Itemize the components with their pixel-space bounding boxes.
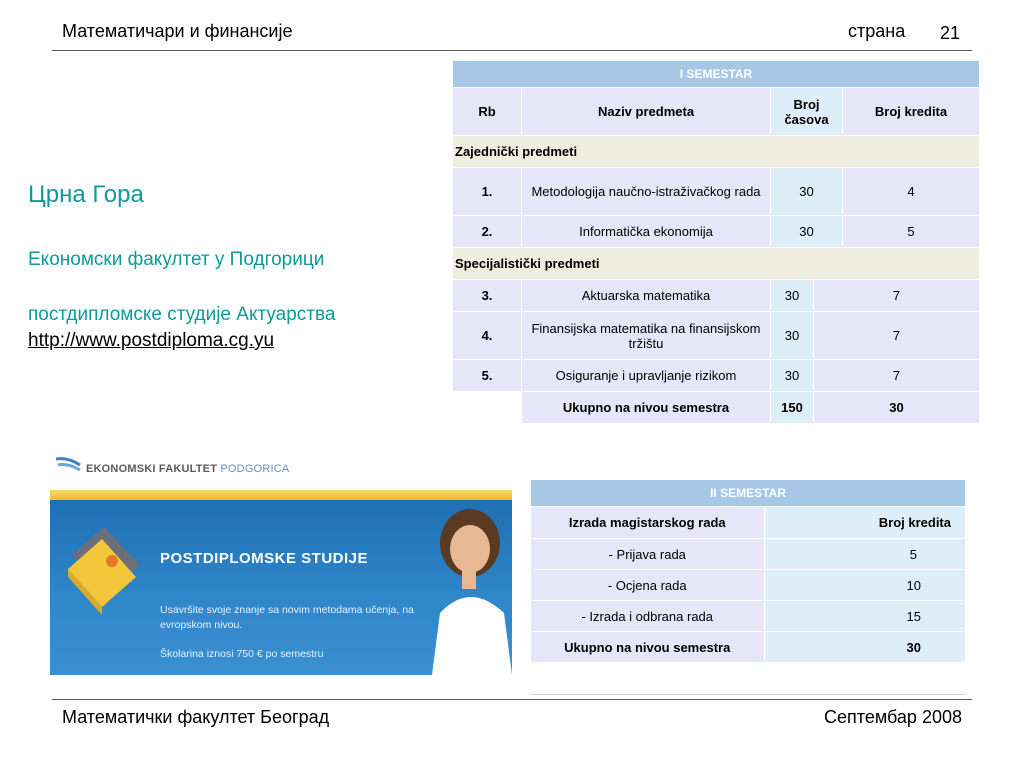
country-heading: Црна Гора <box>28 181 144 208</box>
table-total-row <box>453 392 980 424</box>
studies-name: постдипломске студије Актуарства <box>28 304 336 325</box>
row-hours: 30 <box>771 360 814 392</box>
table-row <box>531 601 966 632</box>
row-rb: 1. <box>453 168 522 216</box>
total-credits: 30 <box>814 392 980 424</box>
s2-credits-header: Broj kredita <box>764 507 966 539</box>
table-row <box>453 216 980 248</box>
col-credits-header: Broj kredita <box>843 88 980 136</box>
header-divider <box>52 50 972 51</box>
group-specialist-subjects: Specijalistički predmeti <box>453 248 980 280</box>
table-row <box>453 280 980 312</box>
row-credits: 5 <box>843 216 980 248</box>
table-total-row <box>531 632 966 663</box>
student-photo-icon <box>422 503 512 675</box>
semester1-title: I SEMESTAR <box>453 61 980 88</box>
total-hours: 150 <box>771 392 814 424</box>
row-hours: 30 <box>771 168 843 216</box>
folder-book-icon <box>64 525 142 623</box>
total-label: Ukupno na nivou semestra <box>522 392 771 424</box>
row-credits: 15 <box>764 601 966 632</box>
row-rb: 2. <box>453 216 522 248</box>
row-hours: 30 <box>771 280 814 312</box>
col-name-header: Naziv predmeta <box>522 88 771 136</box>
semester1-table <box>452 60 980 424</box>
row-hours: 30 <box>771 312 814 360</box>
semester2-title: II SEMESTAR <box>531 480 966 507</box>
row-credits: 7 <box>814 280 980 312</box>
row-rb: 5. <box>453 360 522 392</box>
row-subject: Finansijska matematika na finansijskom tržištu <box>522 312 771 360</box>
total-credits: 30 <box>764 632 966 663</box>
row-subject: Informatička ekonomija <box>522 216 771 248</box>
page-label: страна <box>848 21 906 41</box>
logo-thin-text: PODGORICA <box>220 463 290 475</box>
row-credits: 4 <box>843 168 980 216</box>
footer-institution: Математички факултет Београд <box>62 707 330 727</box>
row-subject: Aktuarska matematika <box>522 280 771 312</box>
s2-name-header: Izrada magistarskog rada <box>531 507 765 539</box>
logo-bold-text: EKONOMSKI FAKULTET <box>86 463 218 475</box>
row-item: - Izrada i odbrana rada <box>531 601 765 632</box>
row-rb: 3. <box>453 280 522 312</box>
faculty-website-link[interactable]: http://www.postdiploma.cg.yu <box>28 330 275 351</box>
banner-yellow-stripe <box>50 490 512 500</box>
page-number: 21 <box>940 23 961 43</box>
table-row <box>453 168 980 216</box>
banner-heading: POSTDIPLOMSKE STUDIJE <box>160 550 369 567</box>
row-item: - Prijava rada <box>531 539 765 570</box>
col-rb-header: Rb <box>453 88 522 136</box>
row-rb: 4. <box>453 312 522 360</box>
row-hours: 30 <box>771 216 843 248</box>
row-item: - Ocjena rada <box>531 570 765 601</box>
table-row <box>531 539 966 570</box>
footer-divider <box>52 699 972 700</box>
row-subject: Metodologija naučno-istraživačkog rada <box>522 168 771 216</box>
col-hours-header: Broj časova <box>771 88 843 136</box>
banner-logo-bar <box>50 453 512 490</box>
row-subject: Osiguranje i upravljanje rizikom <box>522 360 771 392</box>
slide-header-title: Математичари и финансије <box>62 21 293 41</box>
banner-text-2: Školarina iznosi 750 € po semestru <box>160 648 324 660</box>
figure-bottom-rule <box>531 694 965 695</box>
faculty-name: Економски факултет у Подгорици <box>28 249 325 270</box>
table-row <box>453 360 980 392</box>
faculty-banner-image <box>50 453 512 675</box>
table-row <box>453 312 980 360</box>
total-label: Ukupno na nivou semestra <box>531 632 765 663</box>
table-row <box>531 570 966 601</box>
row-credits: 7 <box>814 312 980 360</box>
banner-logo-text <box>86 463 289 475</box>
row-credits: 7 <box>814 360 980 392</box>
footer-date: Септембар 2008 <box>824 707 962 727</box>
banner-text-1: Usavršite svoje znanje sa novim metodama učenja, na evropskom nivou. <box>160 604 414 631</box>
group-common-subjects: Zajednički predmeti <box>453 136 980 168</box>
row-credits: 10 <box>764 570 966 601</box>
semester2-table <box>530 479 966 663</box>
faculty-logo-icon <box>54 457 82 473</box>
row-credits: 5 <box>764 539 966 570</box>
